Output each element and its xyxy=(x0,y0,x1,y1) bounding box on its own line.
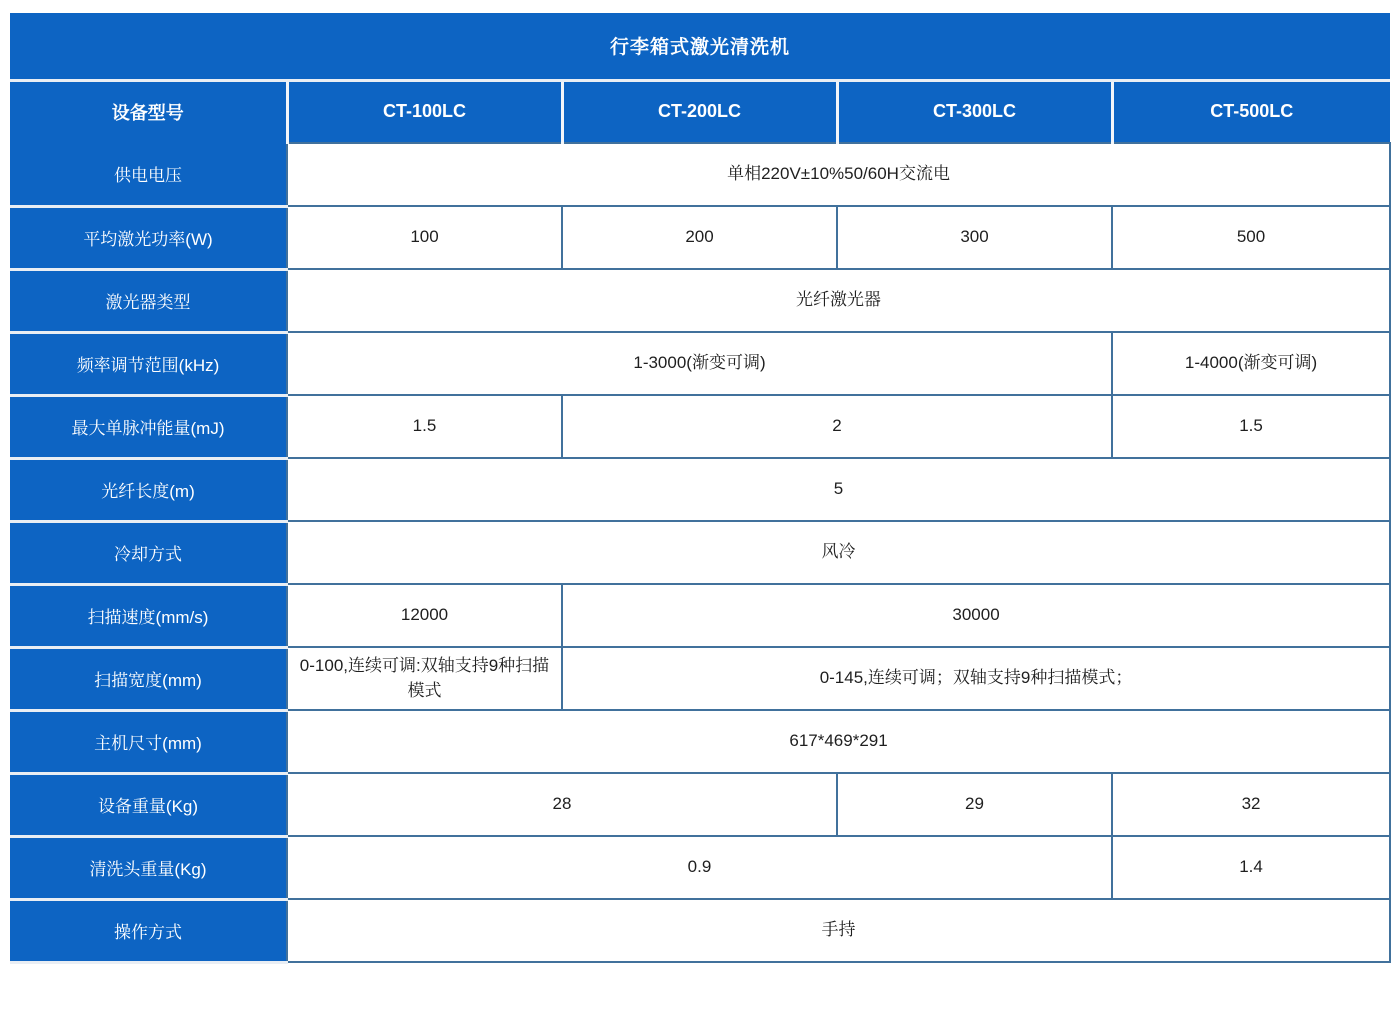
spec-row-label: 操作方式 xyxy=(10,899,287,962)
spec-row-label: 清洗头重量(Kg) xyxy=(10,836,287,899)
device-model-header-label: 设备型号 xyxy=(10,80,287,143)
model-header-ct-100lc: CT-100LC xyxy=(287,80,562,143)
spec-row xyxy=(10,395,1390,458)
spec-row xyxy=(10,143,1390,206)
spec-value-cell: 12000 xyxy=(287,584,562,647)
spec-row-label: 最大单脉冲能量(mJ) xyxy=(10,395,287,458)
spec-value-cell: 28 xyxy=(287,773,837,836)
spec-value-cell: 0-145,连续可调；双轴支持9种扫描模式； xyxy=(562,647,1390,710)
spec-row-label: 光纤长度(m) xyxy=(10,458,287,521)
spec-value-cell: 0-100,连续可调:双轴支持9种扫描模式 xyxy=(287,647,562,710)
spec-value-cell: 617*469*291 xyxy=(287,710,1390,773)
spec-row-label: 扫描宽度(mm) xyxy=(10,647,287,710)
spec-row xyxy=(10,458,1390,521)
spec-row xyxy=(10,521,1390,584)
spec-row xyxy=(10,899,1390,962)
spec-row-label: 扫描速度(mm/s) xyxy=(10,584,287,647)
spec-row-label: 设备重量(Kg) xyxy=(10,773,287,836)
spec-row xyxy=(10,773,1390,836)
spec-row xyxy=(10,647,1390,710)
spec-value-cell: 200 xyxy=(562,206,837,269)
spec-row-label: 频率调节范围(kHz) xyxy=(10,332,287,395)
spec-value-cell: 光纤激光器 xyxy=(287,269,1390,332)
spec-value-cell: 1-3000(渐变可调) xyxy=(287,332,1112,395)
spec-row-label: 平均激光功率(W) xyxy=(10,206,287,269)
model-header-ct-500lc: CT-500LC xyxy=(1112,80,1390,143)
spec-value-cell: 5 xyxy=(287,458,1390,521)
spec-value-cell: 2 xyxy=(562,395,1112,458)
spec-row-label: 主机尺寸(mm) xyxy=(10,710,287,773)
spec-value-cell: 1-4000(渐变可调) xyxy=(1112,332,1390,395)
spec-row xyxy=(10,836,1390,899)
spec-value-cell: 300 xyxy=(837,206,1112,269)
model-header-row xyxy=(10,80,1390,143)
spec-value-cell: 32 xyxy=(1112,773,1390,836)
spec-value-cell: 1.5 xyxy=(1112,395,1390,458)
spec-value-cell: 29 xyxy=(837,773,1112,836)
page-title: 行李箱式激光清洗机 xyxy=(10,13,1390,80)
spec-row-label: 供电电压 xyxy=(10,143,287,206)
spec-row xyxy=(10,269,1390,332)
spec-value-cell: 1.4 xyxy=(1112,836,1390,899)
spec-value-cell: 1.5 xyxy=(287,395,562,458)
spec-value-cell: 0.9 xyxy=(287,836,1112,899)
spec-table-body xyxy=(10,143,1390,962)
spec-table xyxy=(10,13,1391,964)
spec-row xyxy=(10,206,1390,269)
model-header-ct-300lc: CT-300LC xyxy=(837,80,1112,143)
spec-row xyxy=(10,584,1390,647)
table-title-row xyxy=(10,13,1390,80)
model-header-ct-200lc: CT-200LC xyxy=(562,80,837,143)
spec-value-cell: 30000 xyxy=(562,584,1390,647)
spec-value-cell: 100 xyxy=(287,206,562,269)
spec-value-cell: 风冷 xyxy=(287,521,1390,584)
spec-row xyxy=(10,332,1390,395)
spec-value-cell: 手持 xyxy=(287,899,1390,962)
spec-row xyxy=(10,710,1390,773)
spec-row-label: 激光器类型 xyxy=(10,269,287,332)
spec-value-cell: 500 xyxy=(1112,206,1390,269)
spec-row-label: 冷却方式 xyxy=(10,521,287,584)
spec-value-cell: 单相220V±10%50/60H交流电 xyxy=(287,143,1390,206)
